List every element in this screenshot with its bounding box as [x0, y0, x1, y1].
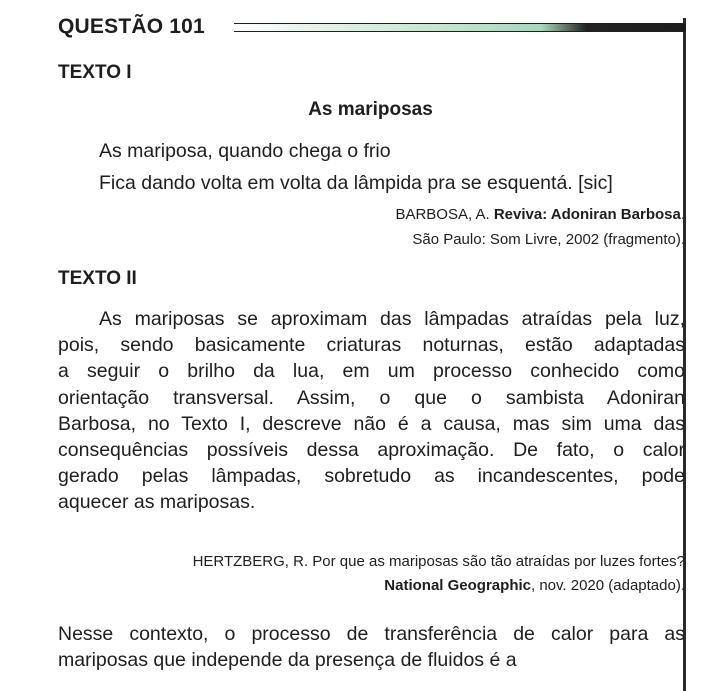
texto2-line-8: aquecer as mariposas. — [58, 491, 256, 514]
texto1-citation-line1 — [395, 206, 685, 223]
texto2-line-4: orientação transversal. Assim, o que o sambista Adoniran — [58, 386, 685, 409]
texto2-citation-line1: HERTZBERG, R. Por que as mariposas são tão atraídas por luzes fortes? — [192, 553, 685, 570]
question-number: QUESTÃO 101 — [58, 15, 205, 38]
texto1-citation-author: BARBOSA, A. — [395, 206, 494, 223]
poem-verse-1: As mariposa, quando chega o frio — [99, 140, 391, 162]
texto2-paragraph — [58, 306, 685, 516]
texto2-line-1: As mariposas se aproximam das lâmpadas atraídas pela luz, — [99, 308, 685, 330]
question-stem — [58, 621, 685, 673]
question-stem-line-2: mariposas que independe da presença de fluidos é a — [58, 649, 517, 672]
texto2-citation-source: National Geographic — [384, 577, 531, 594]
texto2-line-3: a seguir o brilho da lua, em um processo conhecido como — [58, 360, 685, 383]
texto2-label: TEXTO II — [58, 268, 137, 289]
texto2-line-2: pois, sendo basicamente criaturas noturnas, estão adaptadas — [58, 334, 685, 357]
texto1-citation-line2: São Paulo: Som Livre, 2002 (fragmento). — [412, 231, 685, 248]
question-header — [58, 12, 686, 46]
texto2-citation-line2 — [384, 577, 685, 594]
texto1-citation-work: Reviva: Adoniran Barbosa — [493, 206, 681, 223]
texto2-line-6: consequências possíveis dessa aproximação. De fato, o calor — [58, 439, 685, 462]
texto1-label: TEXTO I — [58, 62, 132, 83]
header-decorative-bar — [234, 23, 686, 32]
poem-verse-2: Fica dando volta em volta da lâmpida pra se esquentá. [sic] — [99, 172, 613, 194]
texto2-citation-date: , nov. 2020 (adaptado). — [531, 577, 685, 594]
texto1-citation-period: . — [680, 206, 685, 223]
poem-title: As mariposas — [308, 99, 433, 120]
question-stem-line-1: Nesse contexto, o processo de transferência de calor para as — [58, 623, 685, 645]
texto2-line-7: gerado pelas lâmpadas, sobretudo as incandescentes, pode — [58, 465, 685, 488]
texto2-line-5: Barbosa, no Texto I, descreve não é a causa, mas sim uma das — [58, 412, 685, 435]
